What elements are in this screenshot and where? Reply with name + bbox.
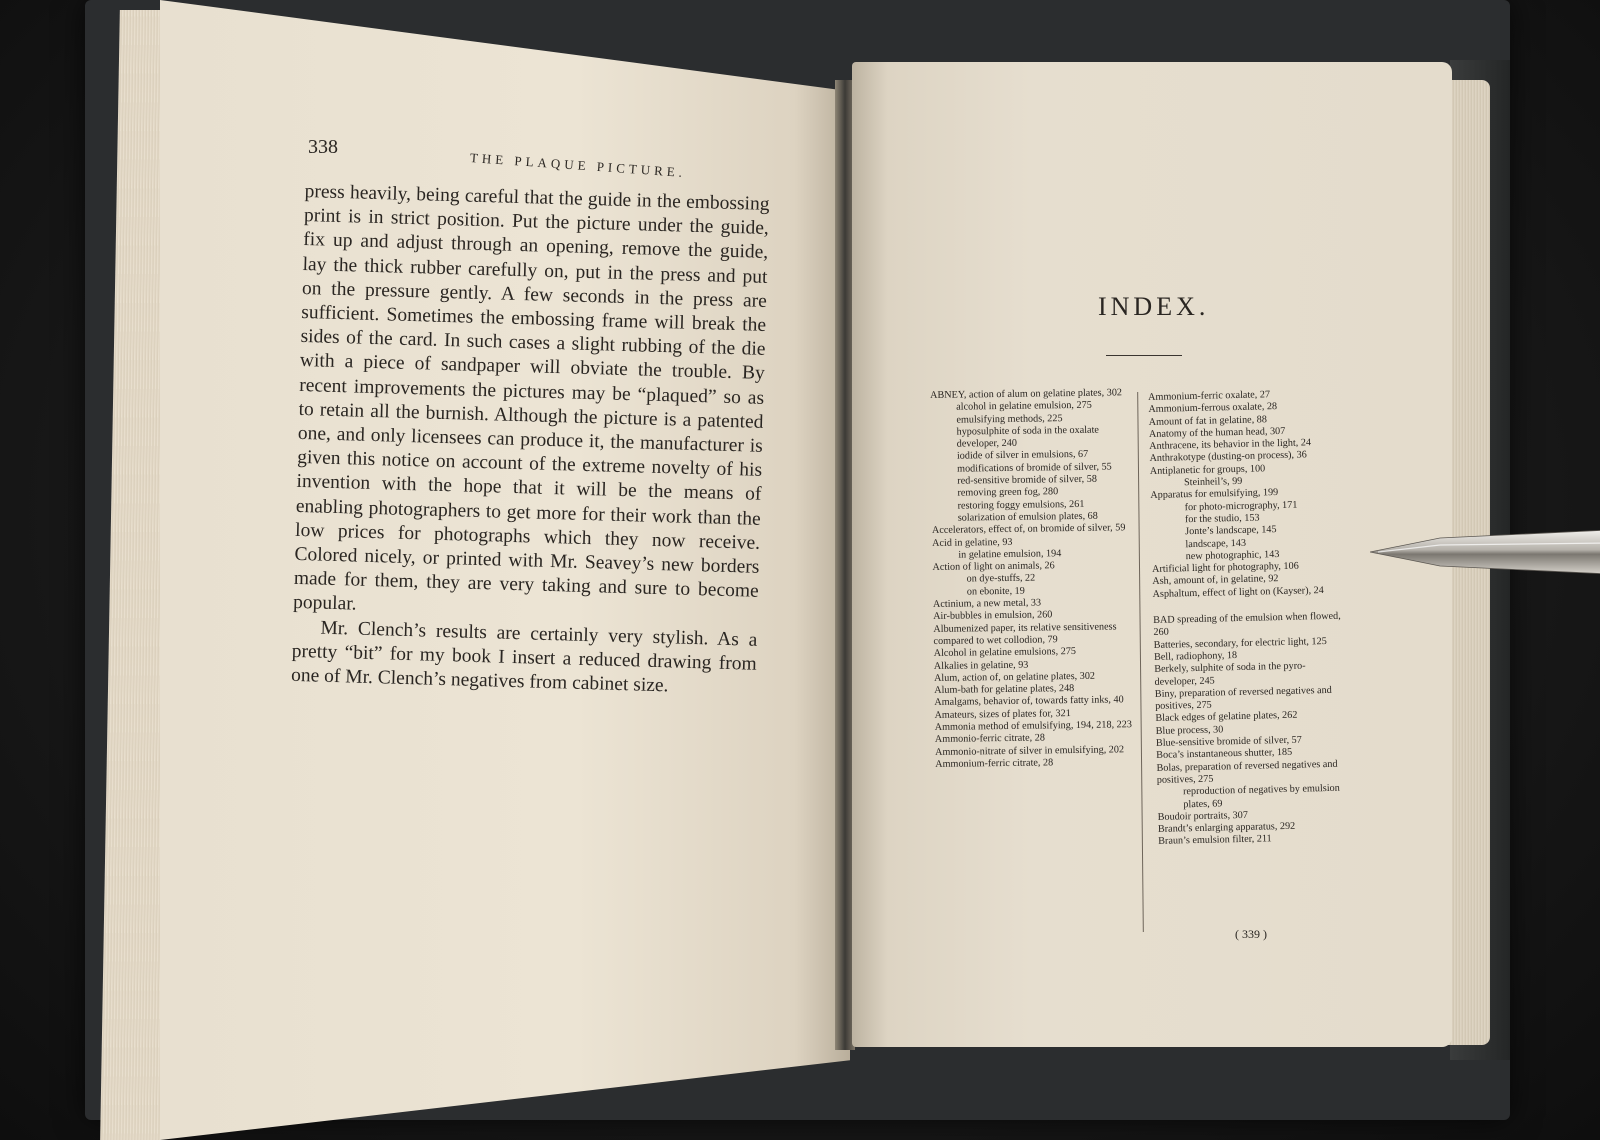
right-page-number: ( 339 ): [1235, 927, 1267, 941]
index-entry: Blue process, 30: [1155, 724, 1224, 737]
title-rule: [1106, 355, 1182, 356]
index-entry: Ammonia method of emulsifying, 194, 218, 223: [934, 719, 1133, 733]
index-entry: ABNEY, action of alum on gelatine plates, 302: [930, 387, 1123, 401]
index-entry: Ammonio-ferric citrate, 28: [934, 732, 1045, 746]
index-entry: Braun’s emulsion filter, 211: [1158, 833, 1272, 848]
index-entry: Amount of fat in gelatine, 88: [1148, 413, 1268, 428]
paragraph: press heavily, being careful that the guide in the embossing print is in strict position. Put the picture under the guide, fix up and adjust through an opening, remove the guide, lay the thick rubber carefully on, put in the press and put on the pressure gently. A few seconds in the press are sufficient. Sometimes the embossing frame will break the sides of the card. In such cases a slight rubbing of the die with a piece of sandpaper will obviate the trouble. By recent improvements the pictures may be “plaqued” so as to retain all the burnish. Although the picture is a patented one, and only licensees can produce it, the manufacturer is given this notice on account of the extreme novelty of his invention with the hope that it will be the means of enabling photographers to get more for their work than the low prices for photographs which they now receive. Colored nicely, or printed with Mr. Seavey’s new borders made for them, they are very taking and sure to become popular.: [292, 180, 770, 616]
index-entry: Anthracene, its behavior in the light, 24: [1149, 437, 1312, 453]
index-entry: Alcohol in gelatine emulsions, 275: [933, 646, 1077, 660]
index-entry: Actinium, a new metal, 33: [932, 597, 1042, 611]
index-entry: Batteries, secondary, for electric light, 125: [1153, 635, 1327, 651]
index-entry: Brandt’s enlarging apparatus, 292: [1157, 820, 1296, 835]
index-entry: emulsifying methods, 225: [956, 412, 1063, 426]
index-entry: modifications of bromide of silver, 55: [957, 461, 1112, 475]
index-entry: Berkely, sulphite of soda in the pyro-developer, 245: [1154, 660, 1306, 688]
left-page-number: 338: [308, 136, 338, 158]
index-entry: Black edges of gelatine plates, 262: [1155, 710, 1298, 725]
index-column-right: [1148, 388, 1348, 849]
index-entry: removing green fog, 280: [957, 486, 1059, 500]
paragraph: Mr. Clench’s results are certainly very stylish. As a pretty “bit” for my book I insert a reduced drawing from one of Mr. Clench’s negatives from cabinet size.: [290, 617, 758, 697]
index-entry: for photo-micrography, 171: [1184, 499, 1298, 513]
index-entry: Action of light on animals, 26: [932, 560, 1055, 574]
index-entry: alcohol in gelatine emulsion, 275: [956, 400, 1092, 413]
index-entry: Albumenized paper, its relative sensitiveness compared to wet collodion, 79: [933, 621, 1117, 647]
index-entry: Steinheil’s, 99: [1183, 475, 1243, 489]
index-entry: on ebonite, 19: [966, 585, 1025, 598]
index-entry: Asphaltum, effect of light on (Kayser), 24: [1152, 584, 1324, 600]
index-entry: landscape, 143: [1185, 537, 1247, 550]
index-entry: Boca’s instantaneous shutter, 185: [1156, 747, 1293, 762]
index-entry: new photographic, 143: [1185, 548, 1280, 563]
index-entry: Blue-sensitive bromide of silver, 57: [1155, 734, 1302, 749]
index-entry: iodide of silver in emulsions, 67: [956, 449, 1089, 463]
index-entry: Antiplanetic for groups, 100: [1149, 463, 1266, 477]
index-entry: reproduction of negatives by emulsion plates, 69: [1182, 782, 1340, 810]
index-entry: Alkalies in gelatine, 93: [933, 659, 1029, 672]
index-entry: Anatomy of the human head, 307: [1148, 425, 1286, 440]
index-entry: Ammonium-ferrous oxalate, 28: [1148, 401, 1278, 416]
index-entry: Artificial light for photography, 106: [1151, 560, 1299, 576]
index-entry: Amateurs, sizes of plates for, 321: [934, 707, 1071, 721]
index-entry: Ash, amount of, in gelatine, 92: [1152, 573, 1279, 588]
index-entry: Amalgams, behavior of, towards fatty inks, 40: [934, 694, 1124, 709]
index-entry: on dye-stuffs, 22: [966, 573, 1036, 585]
index-entry: for the studio, 153: [1184, 512, 1260, 526]
index-column-left: [930, 387, 1143, 771]
index-entry: Biny, preparation of reversed negatives and positives, 275: [1154, 684, 1332, 713]
index-entry: Ammonium-ferric oxalate, 27: [1148, 389, 1271, 403]
index-entry: Ammonio-nitrate of silver in emulsifying, 202: [934, 743, 1125, 758]
running-head: THE PLAQUE PICTURE.: [469, 150, 687, 181]
index-entry: Air-bubbles in emulsion, 260: [933, 609, 1053, 623]
index-entry: Boudoir portraits, 307: [1157, 809, 1249, 823]
index-entry: Bolas, preparation of reversed negatives and positives, 275: [1156, 758, 1338, 786]
index-entry: Ammonium-ferric citrate, 28: [935, 757, 1054, 770]
index-entry: Bell, radiophony, 18: [1153, 649, 1238, 663]
index-entry: Anthrakotype (dusting-on process), 36: [1149, 449, 1307, 465]
index-entry: solarization of emulsion plates, 68: [957, 510, 1098, 524]
index-title: INDEX.: [1098, 292, 1210, 321]
index-entry: Jonte’s landscape, 145: [1185, 524, 1277, 538]
index-entry: hyposulphite of soda in the oxalate developer, 240: [956, 424, 1099, 450]
index-entry: red-sensitive bromide of silver, 58: [957, 473, 1097, 487]
index-entry: restoring foggy emulsions, 261: [957, 498, 1085, 512]
index-entry: Alum, action of, on gelatine plates, 302: [933, 670, 1096, 684]
index-entry: Alum-bath for gelatine plates, 248: [934, 683, 1075, 697]
index-entry: BAD spreading of the emulsion when flowed, 260: [1153, 610, 1341, 639]
letter-opener-icon: [1370, 528, 1600, 576]
left-page-body: [291, 180, 770, 701]
index-entry: Accelerators, effect of, on bromide of silver, 59: [931, 522, 1126, 537]
index-entry: in gelatine emulsion, 194: [958, 548, 1062, 561]
index-entry: Apparatus for emulsifying, 199: [1150, 487, 1279, 502]
index-entry: Acid in gelatine, 93: [932, 536, 1013, 549]
